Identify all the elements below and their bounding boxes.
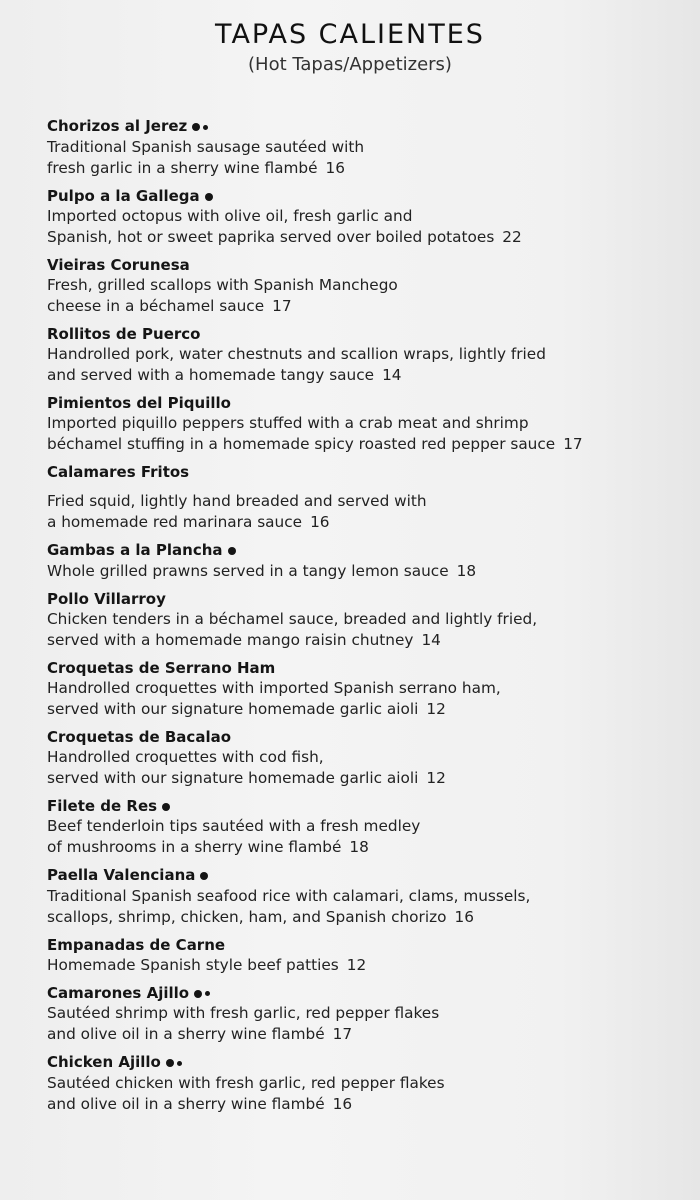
description-text: Handrolled croquettes with cod fish, (47, 747, 324, 766)
menu-item-name-row (47, 658, 687, 678)
menu-item-name-row (47, 796, 687, 817)
menu-item-name: Pollo Villarroy (47, 589, 166, 608)
menu-item-description (47, 886, 687, 928)
menu-item-description (47, 561, 687, 582)
description-line (47, 1024, 687, 1045)
description-line (47, 434, 687, 455)
menu-item (47, 540, 687, 582)
description-text: Chicken tenders in a béchamel sauce, breaded and lightly fried, (47, 609, 538, 628)
small-dot-icon (203, 125, 208, 130)
menu-item (47, 727, 687, 789)
menu-item-description (47, 137, 687, 179)
menu-item (47, 1052, 687, 1115)
menu-item-description (47, 609, 687, 651)
menu-item (47, 935, 687, 976)
menu-item-name: Croquetas de Bacalao (47, 727, 232, 746)
description-line (47, 1003, 687, 1024)
description-text: Spanish, hot or sweet paprika served over boiled potatoes (47, 228, 495, 246)
description-text: Sautéed shrimp with fresh garlic, red pepper flakes (47, 1004, 440, 1022)
menu-item (47, 116, 687, 179)
menu-item-price: 18 (349, 838, 369, 856)
menu-item-price: 12 (426, 768, 446, 787)
dietary-markers (192, 117, 211, 137)
menu-item-description (47, 413, 687, 455)
description-text: Handrolled croquettes with imported Spanish serrano ham, (47, 678, 501, 697)
description-text: served with our signature homemade garlic aioli (47, 699, 419, 718)
large-dot-icon (200, 872, 208, 880)
description-line (47, 206, 687, 227)
description-text: Handrolled pork, water chestnuts and scallion wraps, lightly fried (47, 345, 546, 363)
menu-item-price: 17 (563, 435, 583, 453)
menu-item-description (47, 206, 687, 248)
description-line (47, 227, 687, 248)
menu-item-name-row (47, 540, 687, 561)
description-line (47, 955, 687, 976)
menu-item (47, 983, 687, 1046)
description-text: and olive oil in a sherry wine flambé (47, 1094, 325, 1113)
menu-item-name-row (47, 983, 687, 1004)
menu-item-description (47, 491, 687, 533)
menu-item-name: Empanadas de Carne (47, 935, 226, 954)
menu-item-name-row (47, 1052, 687, 1073)
menu-item (47, 865, 687, 928)
description-line (47, 365, 687, 386)
menu-item-description (47, 816, 687, 858)
large-dot-icon (194, 990, 202, 998)
dietary-markers (166, 1053, 185, 1073)
page-title: TAPAS CALIENTES (215, 19, 485, 50)
menu-item-name: Rollitos de Puerco (47, 325, 201, 343)
small-dot-icon (205, 991, 210, 996)
menu-item-name: Paella Valenciana (47, 866, 196, 884)
menu-item (47, 658, 687, 720)
menu-item-name: Pimientos del Piquillo (47, 394, 231, 412)
menu-item-name-row (47, 935, 687, 955)
description-line (47, 907, 687, 928)
description-line (47, 747, 687, 768)
large-dot-icon (192, 123, 200, 131)
description-line (47, 1094, 687, 1115)
menu-item-description (47, 955, 687, 976)
description-line (47, 413, 687, 434)
dietary-markers (205, 186, 216, 206)
menu-item-description (47, 1003, 687, 1045)
menu-item-name-row (47, 116, 687, 137)
menu-item (47, 589, 687, 651)
description-line (47, 275, 687, 296)
description-line (47, 630, 687, 651)
menu-item-price: 16 (325, 158, 345, 177)
description-text: served with our signature homemade garlic aioli (47, 768, 419, 787)
menu-item-price: 14 (382, 366, 402, 384)
menu-item-price: 12 (346, 955, 367, 974)
description-line (47, 1073, 687, 1094)
menu-item (47, 324, 687, 386)
description-text: Whole grilled prawns served in a tangy lemon sauce (47, 561, 449, 580)
menu-item-price: 17 (332, 1025, 353, 1043)
description-text: Homemade Spanish style beef patties (47, 955, 339, 974)
dietary-markers (228, 541, 239, 561)
menu-item-price: 16 (332, 1094, 353, 1113)
description-line (47, 561, 687, 582)
description-line (47, 344, 687, 365)
description-line (47, 837, 687, 858)
description-line (47, 886, 687, 907)
menu-item-name: Calamares Fritos (47, 463, 190, 481)
large-dot-icon (166, 1059, 174, 1067)
description-line (47, 609, 687, 630)
menu-item-name-row (47, 393, 687, 413)
description-line (47, 816, 687, 837)
menu-item-name: Camarones Ajillo (47, 983, 190, 1002)
menu-item-price: 14 (421, 630, 441, 649)
menu-item-description (47, 678, 687, 720)
menu-item (47, 796, 687, 859)
menu-item-name: Gambas a la Plancha (47, 541, 223, 559)
description-line (47, 137, 687, 158)
description-line (47, 158, 687, 179)
menu-item (47, 186, 687, 249)
menu-item-name-row (47, 324, 687, 344)
description-text: Imported piquillo peppers stuffed with a crab meat and shrimp (47, 414, 529, 432)
description-text: served with a homemade mango raisin chutney (47, 630, 414, 649)
description-text: Fresh, grilled scallops with Spanish Manchego (47, 276, 398, 294)
description-text: cheese in a béchamel sauce (47, 297, 265, 315)
menu-item-price: 12 (426, 699, 446, 718)
description-line (47, 768, 687, 789)
spacer (47, 482, 687, 491)
menu-item (47, 393, 687, 455)
description-text: scallops, shrimp, chicken, ham, and Spanish chorizo (47, 907, 447, 926)
menu-item (47, 255, 687, 317)
menu-item-name: Pulpo a la Gallega (47, 186, 200, 205)
large-dot-icon (162, 803, 170, 811)
description-text: a homemade red marinara sauce (47, 513, 303, 531)
menu-item-name-row (47, 462, 687, 482)
menu-item-price: 16 (454, 907, 474, 926)
menu-item-price: 16 (310, 513, 330, 531)
description-text: Imported octopus with olive oil, fresh garlic and (47, 207, 413, 225)
menu-item-price: 17 (272, 297, 292, 315)
description-line (47, 296, 687, 317)
large-dot-icon (205, 193, 213, 201)
large-dot-icon (228, 547, 236, 555)
dietary-markers (200, 866, 211, 886)
menu-item-description (47, 747, 687, 789)
small-dot-icon (177, 1061, 182, 1066)
menu-item-name: Chicken Ajillo (47, 1053, 161, 1071)
menu-item-name-row (47, 727, 687, 747)
menu-item-price: 18 (456, 561, 477, 580)
description-text: fresh garlic in a sherry wine flambé (47, 158, 318, 177)
description-text: Traditional Spanish seafood rice with calamari, clams, mussels, (47, 886, 531, 905)
menu-item-name: Chorizos al Jerez (47, 117, 188, 135)
description-text: Fried squid, lightly hand breaded and served with (47, 492, 427, 510)
description-text: Beef tenderloin tips sautéed with a fresh medley (47, 817, 421, 835)
description-text: and olive oil in a sherry wine flambé (47, 1025, 325, 1043)
menu-item-price: 22 (502, 228, 522, 246)
description-text: Sautéed chicken with fresh garlic, red pepper flakes (47, 1073, 445, 1092)
menu-item-description (47, 344, 687, 386)
description-text: and served with a homemade tangy sauce (47, 366, 375, 384)
menu-item-name: Vieiras Corunesa (47, 256, 190, 274)
description-line (47, 678, 687, 699)
menu-item (47, 462, 687, 533)
description-text: béchamel stuffing in a homemade spicy roasted red pepper sauce (47, 435, 556, 453)
description-text: of mushrooms in a sherry wine flambé (47, 838, 342, 856)
menu-header (0, 18, 700, 78)
menu-item-name-row (47, 865, 687, 886)
description-text: Traditional Spanish sausage sautéed with (47, 137, 365, 156)
description-line (47, 512, 687, 533)
menu-item-name-row (47, 186, 687, 207)
menu-item-name-row (47, 589, 687, 609)
description-line (47, 699, 687, 720)
menu-item-name: Croquetas de Serrano Ham (47, 658, 276, 677)
description-line (47, 491, 687, 512)
menu-item-description (47, 275, 687, 317)
menu-item-name: Filete de Res (47, 796, 158, 815)
menu-item-name-row (47, 255, 687, 275)
page-subtitle: (Hot Tapas/Appetizers) (248, 54, 452, 75)
menu-list (47, 116, 687, 1122)
dietary-markers (194, 983, 213, 1003)
dietary-markers (162, 796, 173, 816)
menu-item-description (47, 1073, 687, 1115)
